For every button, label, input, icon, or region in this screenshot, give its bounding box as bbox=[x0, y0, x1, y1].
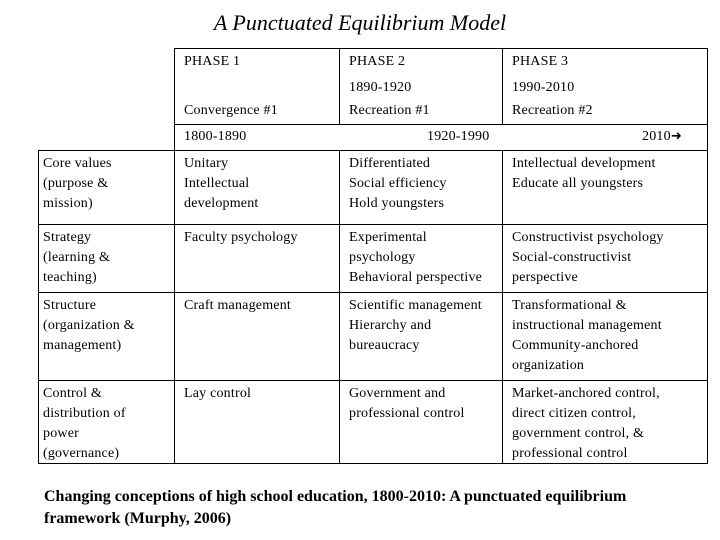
phase-1-cell bbox=[184, 154, 259, 214]
page-title: A Punctuated Equilibrium Model bbox=[213, 10, 507, 35]
cell-text-line: Behavioral perspective bbox=[349, 270, 483, 285]
phase-2-cell bbox=[349, 228, 482, 288]
cell-text-line: Unitary bbox=[184, 156, 229, 171]
cell-text-line: management) bbox=[43, 338, 122, 353]
column-divider bbox=[174, 48, 175, 464]
cell-text-line: teaching) bbox=[43, 270, 97, 285]
cell-text-line: (governance) bbox=[43, 446, 120, 461]
phase-3-heading: PHASE 3 bbox=[512, 54, 569, 69]
cell-text-line: development bbox=[184, 196, 259, 211]
column-divider bbox=[339, 48, 340, 124]
era-3-years: 2010➜ bbox=[642, 129, 682, 144]
phase-3-cell bbox=[512, 228, 664, 288]
cell-text-line: perspective bbox=[512, 270, 578, 285]
cell-text-line: psychology bbox=[349, 250, 416, 265]
arrow-right-icon: ➜ bbox=[670, 129, 682, 144]
phase-3-cell bbox=[512, 296, 662, 376]
phase-3-years: 1990-2010 bbox=[512, 80, 575, 95]
cell-text-line: Government and bbox=[349, 386, 446, 401]
cell-text-line: (learning & bbox=[43, 250, 111, 265]
cell-text-line: distribution of bbox=[43, 406, 126, 421]
cell-text-line: (organization & bbox=[43, 318, 135, 333]
phase-3-cell bbox=[512, 384, 660, 464]
cell-text-line: government control, & bbox=[512, 426, 645, 441]
cell-text-line: direct citizen control, bbox=[512, 406, 636, 421]
cell-text-line: Educate all youngsters bbox=[512, 176, 644, 191]
cell-text-line: Intellectual bbox=[184, 176, 250, 191]
cell-text-line: Control & bbox=[43, 386, 102, 401]
row-divider bbox=[38, 224, 708, 225]
phase-2-years: 1890-1920 bbox=[349, 80, 412, 95]
cell-text-line: professional control bbox=[512, 446, 628, 461]
column-divider bbox=[502, 150, 503, 464]
phase-1-cell bbox=[184, 384, 251, 404]
row-label bbox=[43, 228, 110, 288]
phase-1-label: Convergence #1 bbox=[184, 103, 278, 118]
row-divider bbox=[38, 380, 708, 381]
cell-text-line: Experimental bbox=[349, 230, 427, 245]
cell-text-line: power bbox=[43, 426, 79, 441]
cell-text-line: instructional management bbox=[512, 318, 662, 333]
cell-text-line: Core values bbox=[43, 156, 112, 171]
cell-text-line: Craft management bbox=[184, 298, 291, 313]
cell-text-line: organization bbox=[512, 358, 585, 373]
phase-2-heading: PHASE 2 bbox=[349, 54, 406, 69]
cell-text-line: Social-constructivist bbox=[512, 250, 632, 265]
cell-text-line: Market-anchored control, bbox=[512, 386, 660, 401]
cell-text-line: (purpose & bbox=[43, 176, 109, 191]
row-divider bbox=[174, 48, 708, 49]
phase-1-cell bbox=[184, 296, 291, 316]
column-divider bbox=[502, 48, 503, 124]
cell-text-line: Hold youngsters bbox=[349, 196, 445, 211]
phase-table bbox=[38, 48, 708, 464]
row-label bbox=[43, 154, 112, 214]
cell-text-line: Strategy bbox=[43, 230, 92, 245]
row-divider bbox=[174, 124, 708, 125]
phase-1-cell bbox=[184, 228, 298, 248]
phase-3-cell bbox=[512, 154, 656, 194]
cell-text-line: bureaucracy bbox=[349, 338, 420, 353]
cell-text-line: Intellectual development bbox=[512, 156, 656, 171]
cell-text-line: Constructivist psychology bbox=[512, 230, 664, 245]
phase-1-heading: PHASE 1 bbox=[184, 54, 241, 69]
cell-text-line: Social efficiency bbox=[349, 176, 447, 191]
column-divider bbox=[339, 150, 340, 464]
cell-text-line: Community-anchored bbox=[512, 338, 639, 353]
cell-text-line: Hierarchy and bbox=[349, 318, 432, 333]
phase-2-cell bbox=[349, 384, 465, 424]
figure-caption: Changing conceptions of high school education, 1800-2010: A punctuated equilibrium framework (Murphy, 2006) bbox=[44, 488, 627, 527]
cell-text-line: Transformational & bbox=[512, 298, 627, 313]
cell-text-line: Differentiated bbox=[349, 156, 431, 171]
cell-text-line: Faculty psychology bbox=[184, 230, 298, 245]
cell-text-line: professional control bbox=[349, 406, 465, 421]
cell-text-line: mission) bbox=[43, 196, 93, 211]
column-divider bbox=[707, 48, 708, 464]
phase-2-cell bbox=[349, 154, 447, 214]
row-divider bbox=[38, 292, 708, 293]
cell-text-line: Scientific management bbox=[349, 298, 482, 313]
row-label bbox=[43, 384, 126, 464]
phase-2-cell bbox=[349, 296, 482, 356]
era-2-years: 1920-1990 bbox=[427, 129, 490, 144]
cell-text-line: Structure bbox=[43, 298, 97, 313]
cell-text-line: Lay control bbox=[184, 386, 252, 401]
phase-2-label: Recreation #1 bbox=[349, 103, 430, 118]
column-divider bbox=[38, 150, 39, 464]
era-1-years: 1800-1890 bbox=[184, 129, 247, 144]
row-label bbox=[43, 296, 135, 356]
row-divider bbox=[38, 150, 708, 151]
phase-3-label: Recreation #2 bbox=[512, 103, 593, 118]
